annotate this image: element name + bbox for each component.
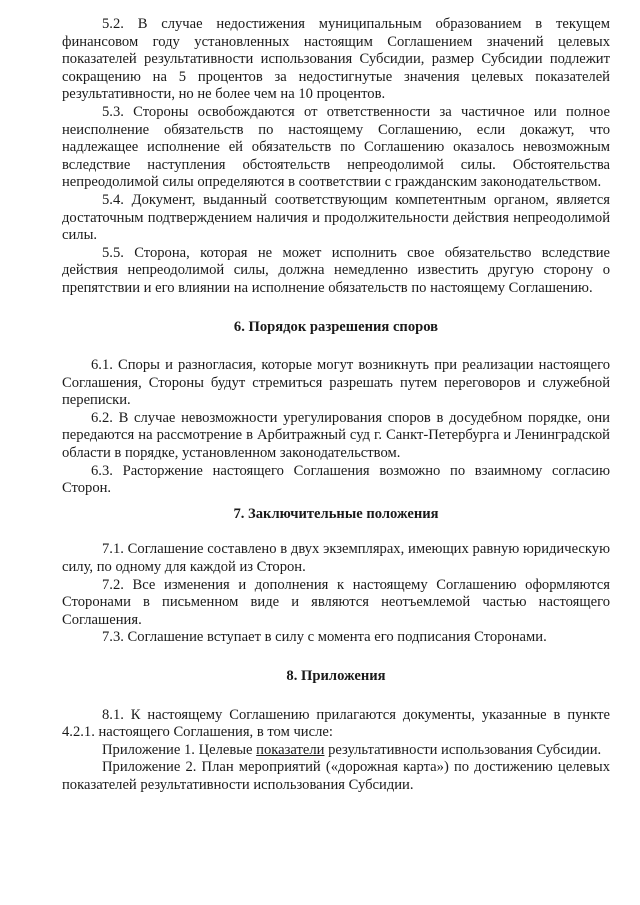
paragraph-5-5: 5.5. Сторона, которая не может исполнить свое обязательство вследствие действия непреодолимой силы, должна немедленно известить другую сторону о препятствии и его влиянии на исполнение обязательств по настоящему Соглашению. [62, 244, 610, 296]
paragraph-8-1: 8.1. К настоящему Соглашению прилагаются документы, указанные в пункте 4.2.1. настоящего Соглашения, в том числе: [62, 706, 610, 741]
section-8-heading: 8. Приложения [286, 668, 386, 684]
spacer [62, 336, 610, 357]
spacer [62, 498, 610, 506]
spacer [62, 647, 610, 668]
appendix-2-line: Приложение 2. План мероприятий («дорожная карта») по достижению целевых показателей результативности использования Субсидии. [62, 759, 610, 793]
document-page [62, 16, 610, 795]
appendix-1-line [62, 742, 610, 760]
paragraph-6-3: 6.3. Расторжение настоящего Соглашения возможно по взаимному согласию Сторон. [62, 462, 610, 497]
paragraph-6-2: 6.2. В случае невозможности урегулирования споров в досудебном порядке, они передаются на рассмотрение в Арбитражный суд г. Санкт-Петербурга и Ленинградской области в порядке, установленном законодательством. [62, 409, 610, 462]
spacer [62, 298, 610, 319]
appendix-1-text-end: результативности использования Субсидии. [324, 741, 602, 758]
spacer [62, 523, 610, 541]
section-7-heading: 7. Заключительные положения [233, 505, 439, 522]
appendix-1-text-start: Приложение 1. Целевые [102, 741, 257, 758]
paragraph-5-3: 5.3. Стороны освобождаются от ответственности за частичное или полное неисполнение обязательств по настоящему Соглашению, если докажут, что надлежащее исполнение ей обязательств по Соглашению оказалось невозможным вследствие наступления обстоятельств непреодолимой силы. Обстоятельства непреодолимой силы определяются в соответствии с гражданским законодательством. [62, 103, 610, 191]
paragraph-6-1: 6.1. Споры и разногласия, которые могут возникнуть при реализации настоящего Соглашения, Стороны будут стремиться разрешать путем переговоров и служебной переписки. [62, 357, 610, 409]
paragraph-5-2: 5.2. В случае недостижения муниципальным образованием в текущем финансовом году установленных настоящим Соглашением значений целевых показателей результативности использования Субсидии, размер Субсидии подлежит сокращению на 5 процентов за недостигнутые значения целевых показателей результативности, но не более чем на 10 процентов. [62, 16, 610, 103]
paragraph-7-3: 7.3. Соглашение вступает в силу с момента его подписания Сторонами. [102, 629, 547, 646]
paragraph-7-1: 7.1. Соглашение составлено в двух экземплярах, имеющих равную юридическую силу, по одному для каждой из Сторон. [62, 541, 610, 576]
appendix-1-underlined-word: показатели [256, 741, 325, 758]
paragraph-5-4: 5.4. Документ, выданный соответствующим компетентным органом, является достаточным подтверждением наличия и продолжительности действия непреодолимой силы. [62, 191, 610, 244]
section-6-heading: 6. Порядок разрешения споров [233, 318, 439, 335]
paragraph-7-2: 7.2. Все изменения и дополнения к настоящему Соглашению оформляются Сторонами в письменном виде и являются неотъемлемой частью настоящего Соглашения. [62, 576, 610, 628]
spacer [62, 686, 610, 707]
